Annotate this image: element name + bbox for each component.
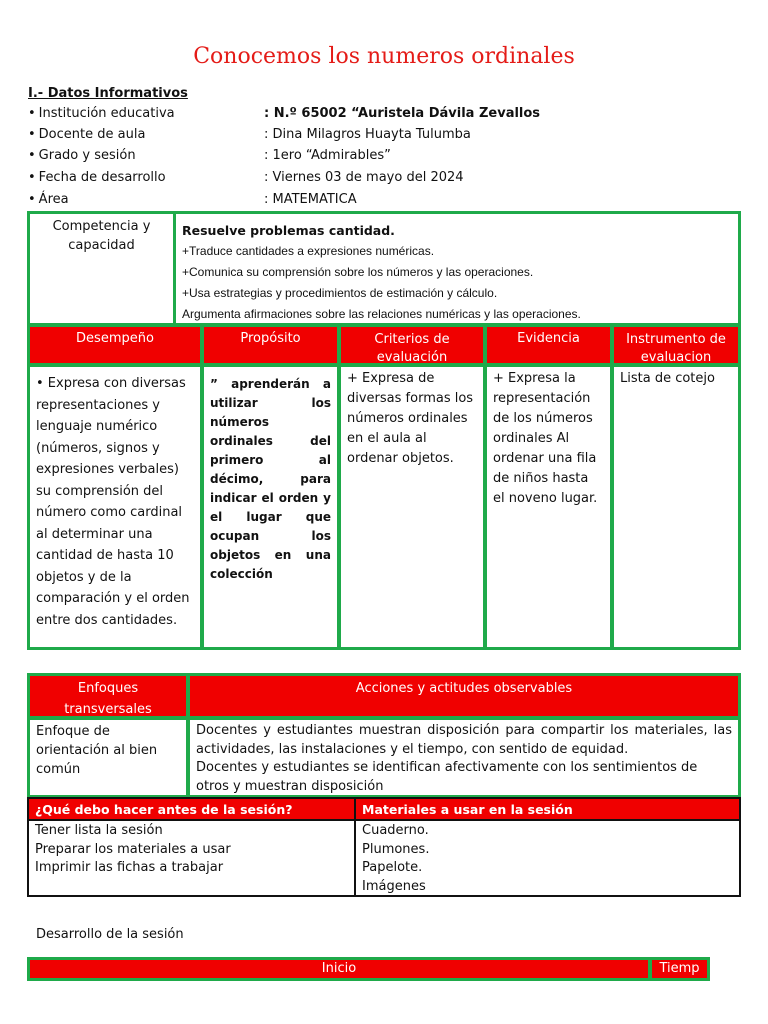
header-criterios: Criterios de evaluación: [338, 324, 486, 366]
header-proposito: Propósito: [201, 324, 340, 366]
list-item: Imprimir las fichas a trabajar: [35, 860, 224, 875]
info-label: • Área: [28, 190, 258, 210]
accion-text: Docentes y estudiantes se identifican afectivamente con los sentimientos de otros y muestran disposición: [196, 760, 698, 794]
proposito-cell: ” aprenderán a utilizar los números ordinales del primero al décimo, para indicar el orden y el lugar que ocupan los objetos en una colección: [201, 364, 340, 650]
info-label: • Grado y sesión: [28, 146, 258, 166]
competencia-item: Argumenta afirmaciones sobre las relaciones numéricas y las operaciones.: [182, 307, 581, 321]
header-antes: ¿Qué debo hacer antes de la sesión?: [27, 797, 356, 821]
info-label: • Institución educativa: [28, 104, 258, 124]
instrumento-cell: Lista de cotejo: [611, 364, 741, 650]
info-label: • Fecha de desarrollo: [28, 168, 258, 188]
info-value: : 1ero “Admirables”: [264, 148, 391, 163]
enfoque-acciones-cell: [187, 717, 741, 798]
header-evidencia: Evidencia: [484, 324, 613, 366]
competencia-label-cell: [27, 211, 176, 326]
header-acciones: Acciones y actitudes observables: [187, 673, 741, 719]
evidencia-cell: + Expresa la representación de los números ordinales Al ordenar una fila de niños hasta el noveno lugar.: [484, 364, 613, 650]
info-value: : MATEMATICA: [264, 192, 357, 207]
list-item: Cuaderno.: [362, 823, 429, 838]
section-heading: I.- Datos Informativos: [28, 86, 188, 101]
competencia-item: +Usa estrategias y procedimientos de estimación y cálculo.: [182, 286, 498, 300]
info-label: • Docente de aula: [28, 125, 258, 145]
header-inicio: Inicio: [27, 957, 651, 981]
antes-list: [27, 819, 356, 897]
header-desempeno: Desempeño: [27, 324, 203, 366]
info-value: : Viernes 03 de mayo del 2024: [264, 170, 464, 185]
header-tiempo: Tiemp: [649, 957, 710, 981]
desempeno-cell: • Expresa con diversas representaciones y lenguaje numérico (números, signos y expresiones verbales) su comprensión del número como cardinal al determinar una cantidad de hasta 10 objetos y de la comparación y el orden entre dos cantidades.: [27, 364, 203, 650]
competencia-item: +Traduce cantidades a expresiones numéricas.: [182, 244, 435, 258]
competencia-item: +Comunica su comprensión sobre los números y las operaciones.: [182, 265, 534, 279]
materiales-list: [354, 819, 741, 897]
page-title: Conocemos los numeros ordinales: [193, 44, 575, 69]
header-materiales: Materiales a usar en la sesión: [354, 797, 741, 821]
desarrollo-label: Desarrollo de la sesión: [36, 927, 184, 942]
header-enfoques: Enfoques transversales: [27, 673, 189, 719]
competencia-content-cell: [173, 211, 741, 326]
accion-text: Docentes y estudiantes muestran disposición para compartir los materiales, las actividades, las instalaciones y el tiempo, con sentido de equidad.: [196, 723, 732, 757]
list-item: Preparar los materiales a usar: [35, 841, 231, 857]
list-item: Plumones.: [362, 841, 430, 857]
header-instrumento: Instrumento de evaluacion: [611, 324, 741, 366]
competencia-label: Competencia y capacidad: [52, 219, 151, 253]
enfoque-name-cell: Enfoque de orientación al bien común: [27, 717, 189, 798]
info-value: : Dina Milagros Huayta Tulumba: [264, 127, 471, 142]
list-item: Papelote.: [362, 860, 423, 875]
criterios-cell: + Expresa de diversas formas los números ordinales en el aula al ordenar objetos.: [338, 364, 486, 650]
competencia-title: Resuelve problemas cantidad.: [182, 223, 395, 238]
info-value: : N.º 65002 “Auristela Dávila Zevallos: [264, 106, 541, 121]
list-item: Imágenes: [362, 878, 426, 894]
list-item: Tener lista la sesión: [35, 823, 163, 838]
